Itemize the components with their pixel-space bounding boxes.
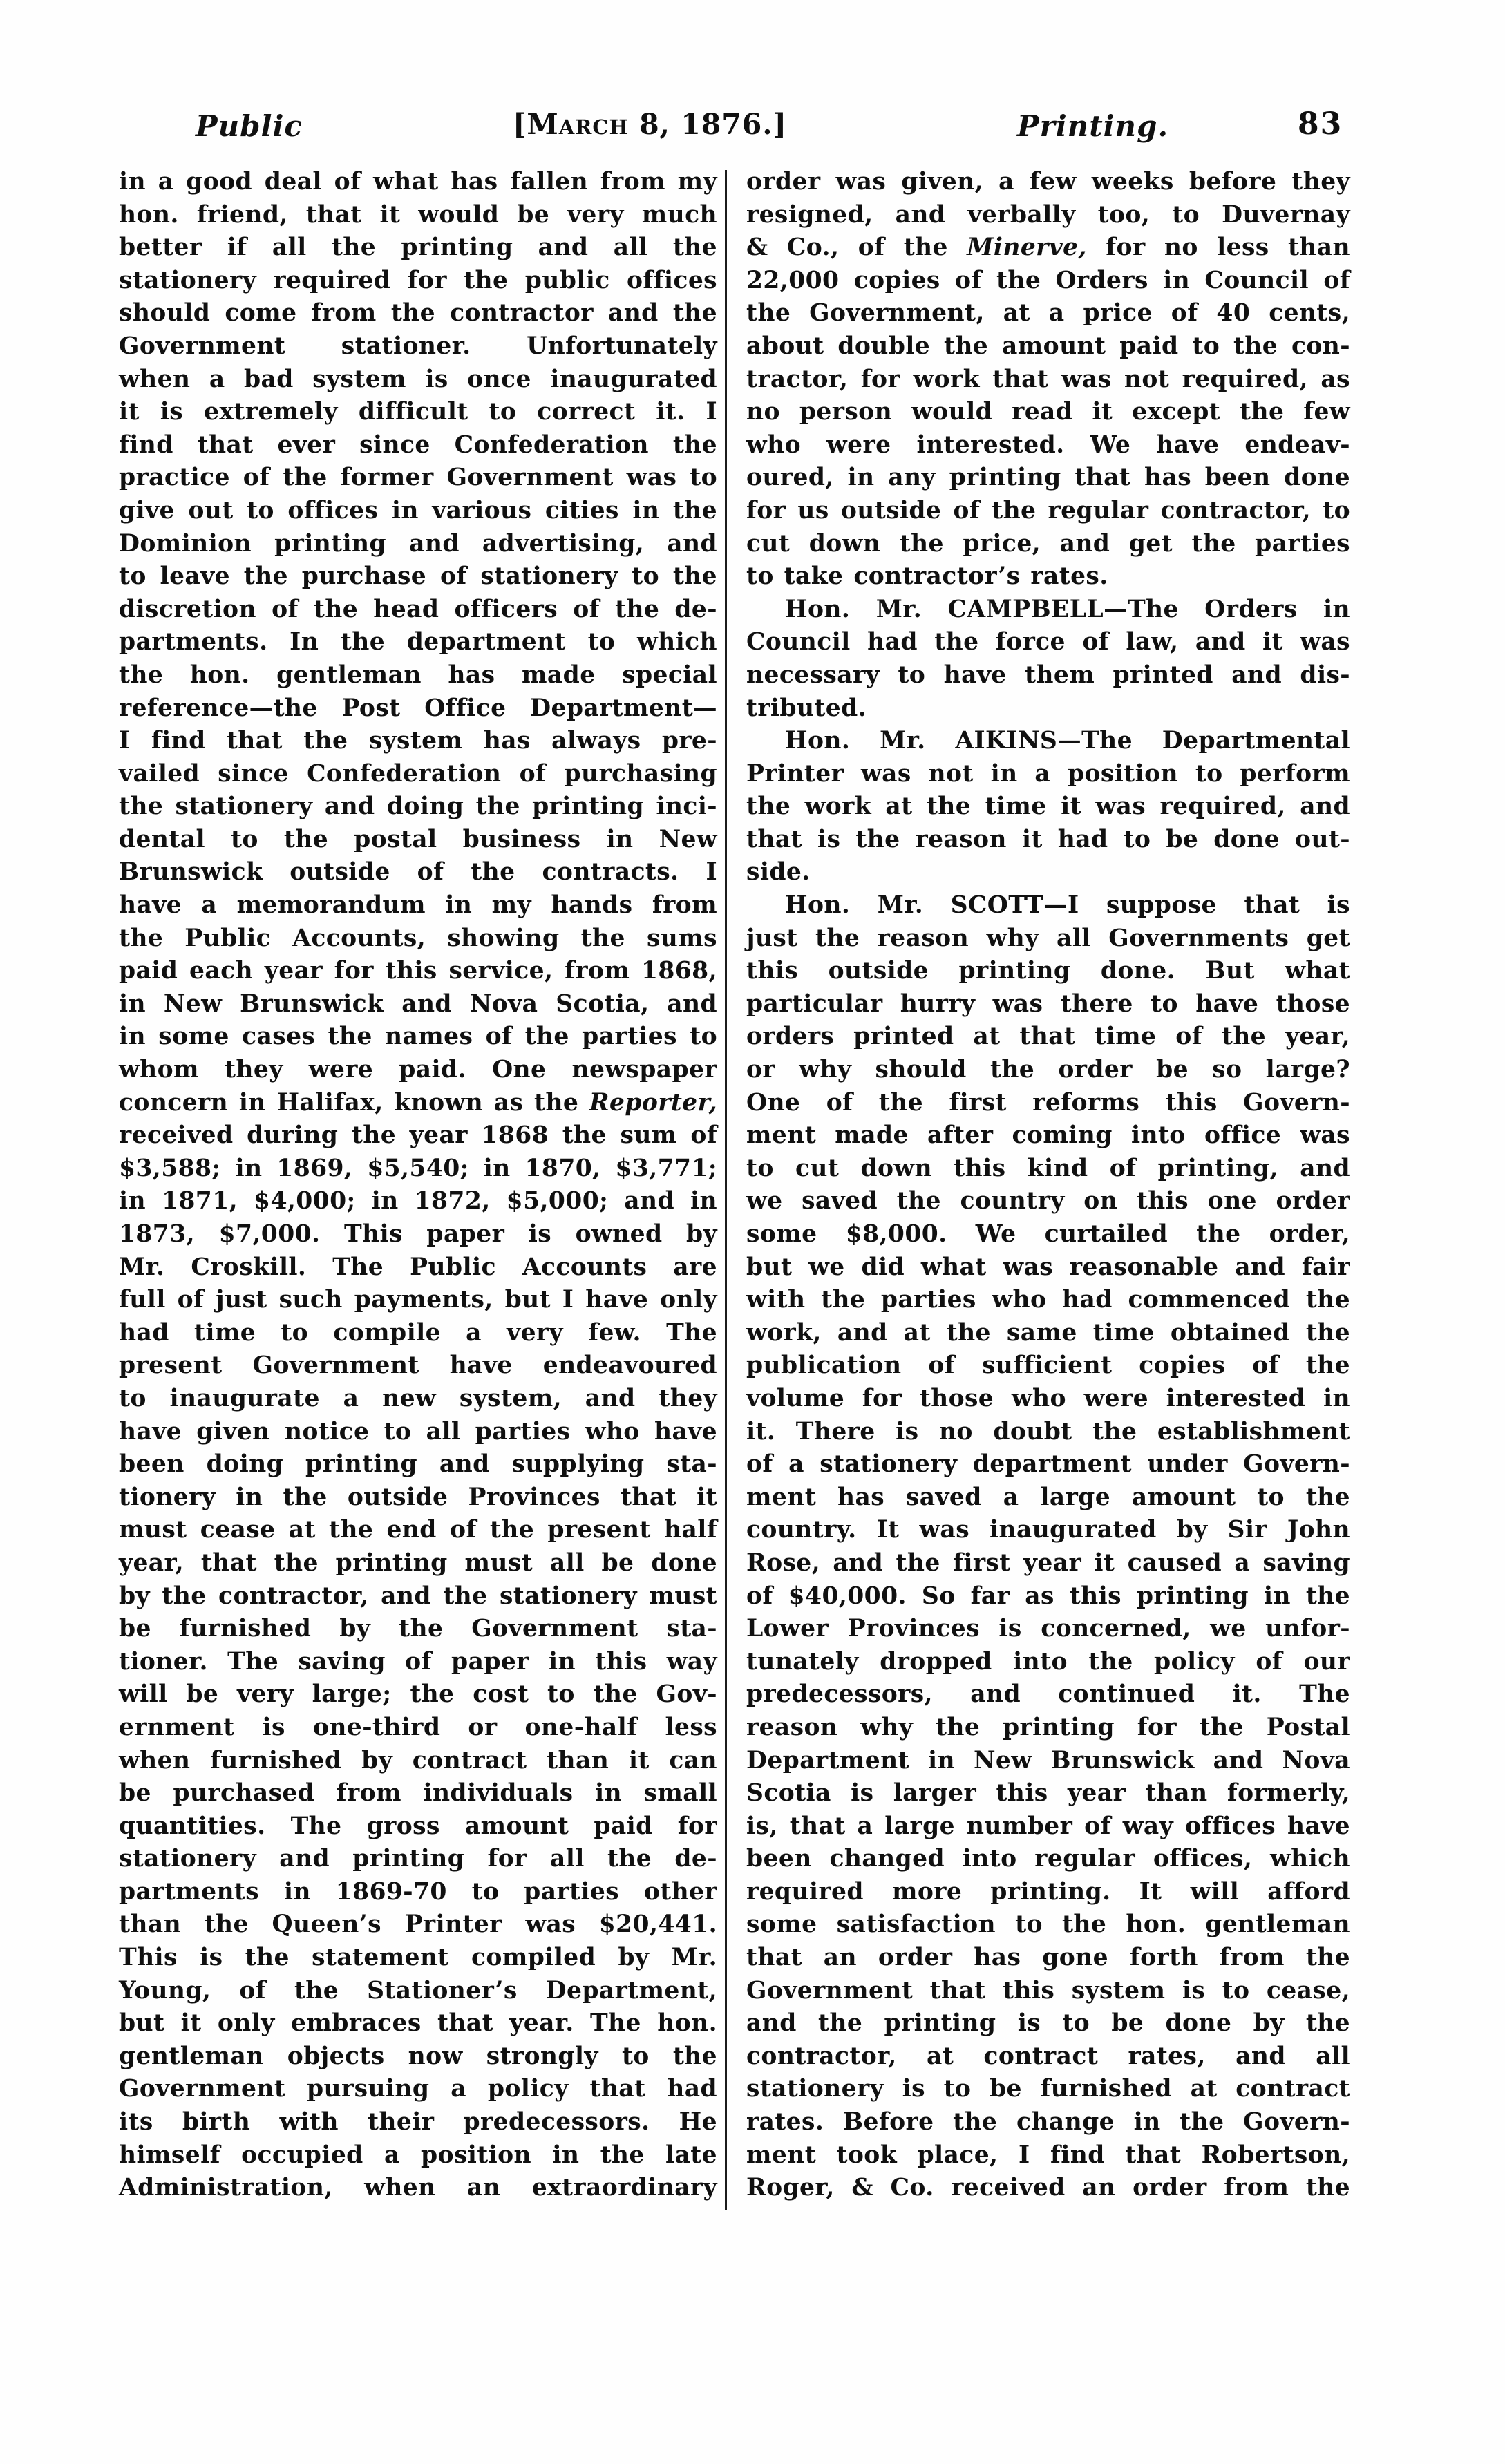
text-line: Department in New Brunswick and Nova — [746, 1746, 1350, 1774]
text-line: stationery is to be furnished at contract — [746, 2075, 1350, 2103]
text-line: cut down the price, and get the parties — [746, 529, 1350, 558]
text-line: tributed. — [746, 694, 867, 722]
text-line: some $8,000. We curtailed the order, — [746, 1220, 1350, 1248]
text-line: we saved the country on this one order — [746, 1187, 1350, 1215]
text-line: have a memorandum in my hands from — [119, 891, 717, 920]
text-line: & Co., of the Minerve, for no less than — [746, 234, 1351, 262]
page-number: 83 — [1298, 106, 1343, 142]
text-line: but we did what was reasonable and fair — [746, 1253, 1350, 1281]
text-line: be furnished by the Government sta- — [119, 1615, 717, 1643]
text-line: partments in 1869-70 to parties other — [119, 1877, 717, 1906]
text-line: whom they were paid. One newspaper — [119, 1056, 717, 1084]
text-line: publication of sufficient copies of the — [746, 1352, 1350, 1380]
text-line: Rose, and the first year it caused a saving — [746, 1548, 1350, 1577]
text-line: particular hurry was there to have those — [746, 989, 1350, 1018]
text-line: Government that this system is to cease, — [746, 1976, 1350, 2005]
text-line: the Government, at a price of 40 cents, — [746, 299, 1350, 328]
text-line: about double the amount paid to the con- — [746, 332, 1350, 360]
text-line: stationery required for the public offices — [119, 266, 717, 294]
text-line: Printer was not in a position to perform — [746, 759, 1350, 788]
text-line: required more printing. It will afford — [746, 1877, 1350, 1906]
text-line: the stationery and doing the printing inci- — [119, 793, 717, 821]
text-line: oured, in any printing that has been done — [746, 464, 1350, 492]
text-line: hon. friend, that it would be very much — [119, 200, 717, 229]
text-line: quantities. The gross amount paid for — [119, 1812, 717, 1840]
text-line: by the contractor, and the stationery must — [119, 1582, 717, 1610]
text-line: Roger, & Co. received an order from the — [746, 2174, 1350, 2202]
text-line: than the Queen’s Printer was $20,441. — [119, 1911, 717, 1939]
header-date: [March 8, 1876.] — [513, 108, 787, 141]
text-line: vailed since Confederation of purchasing — [119, 759, 717, 788]
text-line: predecessors, and continued it. The — [746, 1680, 1350, 1709]
right-text-column — [746, 166, 1350, 2205]
running-title-left: Public — [196, 109, 303, 143]
text-line: is, that a large number of way offices have — [746, 1812, 1350, 1840]
text-line: and the printing is to be done by the — [746, 2009, 1350, 2038]
text-line: I find that the system has always pre- — [119, 727, 717, 755]
text-line: reason why the printing for the Postal — [746, 1713, 1350, 1741]
text-line: some satisfaction to the hon. gentleman — [746, 1911, 1350, 1939]
text-line: should come from the contractor and the — [119, 299, 717, 328]
text-line: necessary to have them printed and dis- — [746, 661, 1350, 689]
text-line: who were interested. We have endeav- — [746, 430, 1350, 459]
text-line: this outside printing done. But what — [746, 957, 1350, 985]
text-line: contractor, at contract rates, and all — [746, 2042, 1350, 2070]
text-line: its birth with their predecessors. He — [119, 2108, 717, 2136]
text-line: 22,000 copies of the Orders in Council of — [746, 266, 1350, 294]
text-line: to cut down this kind of printing, and — [746, 1154, 1350, 1182]
text-line: practice of the former Government was to — [119, 464, 717, 492]
text-line: must cease at the end of the present half — [119, 1516, 717, 1544]
text-line: for us outside of the regular contractor, to — [746, 496, 1350, 524]
text-line: rates. Before the change in the Govern- — [746, 2108, 1350, 2136]
text-line: of $40,000. So far as this printing in the — [746, 1582, 1350, 1610]
text-line: reference—the Post Office Department— — [119, 694, 717, 722]
text-line: but it only embraces that year. The hon. — [119, 2009, 717, 2038]
text-line: himself occupied a position in the late — [119, 2141, 717, 2169]
text-line: it. There is no doubt the establishment — [746, 1417, 1350, 1446]
text-line: be purchased from individuals in small — [119, 1779, 717, 1808]
text-line: tioner. The saving of paper in this way — [119, 1647, 717, 1676]
text-line: Administration, when an extraordinary — [119, 2174, 717, 2202]
text-line: gentleman objects now strongly to the — [119, 2042, 717, 2070]
text-line: present Government have endeavoured — [119, 1352, 717, 1380]
text-line: Hon. Mr. SCOTT—I suppose that is — [785, 891, 1350, 920]
text-line: the Public Accounts, showing the sums — [119, 924, 717, 952]
text-line: better if all the printing and all the — [119, 234, 717, 262]
text-line: that is the reason it had to be done out- — [746, 825, 1350, 853]
text-line: work, and at the same time obtained the — [746, 1318, 1350, 1347]
text-line: Dominion printing and advertising, and — [119, 529, 717, 558]
text-line: ment took place, I find that Robertson, — [746, 2141, 1350, 2169]
left-text-column — [119, 166, 717, 2205]
text-line: Mr. Croskill. The Public Accounts are — [119, 1253, 717, 1281]
text-line: 1873, $7,000. This paper is owned by — [119, 1220, 717, 1248]
text-line: Government stationer. Unfortunately — [119, 332, 717, 360]
text-line: resigned, and verbally too, to Duvernay — [746, 200, 1350, 229]
text-line: in a good deal of what has fallen from my — [119, 168, 717, 196]
text-line: country. It was inaugurated by Sir John — [746, 1516, 1350, 1544]
text-line: give out to offices in various cities in the — [119, 496, 717, 524]
running-header — [0, 105, 1505, 153]
text-line: that an order has gone forth from the — [746, 1944, 1350, 1972]
text-line: tractor, for work that was not required, as — [746, 365, 1350, 393]
text-line: when a bad system is once inaugurated — [119, 365, 717, 393]
text-line: order was given, a few weeks before they — [746, 168, 1350, 196]
text-line: in some cases the names of the parties to — [119, 1023, 717, 1051]
text-line: discretion of the head officers of the de- — [119, 595, 717, 623]
text-line: been doing printing and supplying sta- — [119, 1450, 717, 1479]
text-line: Government pursuing a policy that had — [119, 2075, 717, 2103]
text-line: partments. In the department to which — [119, 628, 717, 656]
text-line: year, that the printing must all be done — [119, 1548, 717, 1577]
text-line: find that ever since Confederation the — [119, 430, 717, 459]
text-line: to inaugurate a new system, and they — [119, 1384, 717, 1412]
text-line: ment has saved a large amount to the — [746, 1483, 1350, 1511]
text-line: side. — [746, 858, 811, 887]
column-divider-rule — [725, 170, 727, 2210]
text-line: ment made after coming into office was — [746, 1121, 1350, 1150]
text-line: Hon. Mr. AIKINS—The Departmental — [785, 727, 1350, 755]
text-line: to leave the purchase of stationery to the — [119, 562, 717, 591]
text-line: full of just such payments, but I have only — [119, 1286, 717, 1314]
text-line: just the reason why all Governments get — [746, 924, 1350, 952]
text-line: Scotia is larger this year than formerly, — [746, 1779, 1350, 1808]
text-line: tionery in the outside Provinces that it — [119, 1483, 717, 1511]
text-line: with the parties who had commenced the — [746, 1286, 1350, 1314]
text-line: stationery and printing for all the de- — [119, 1845, 717, 1873]
text-line: tunately dropped into the policy of our — [746, 1647, 1350, 1676]
text-line: paid each year for this service, from 1868, — [119, 957, 717, 985]
text-line: will be very large; the cost to the Gov- — [119, 1680, 717, 1709]
text-line: it is extremely difficult to correct it. I — [119, 398, 717, 426]
text-line: concern in Halifax, known as the Reporter, — [119, 1088, 717, 1117]
text-line: in 1871, $4,000; in 1872, $5,000; and in — [119, 1187, 717, 1215]
text-line: ernment is one-third or one-half less — [119, 1713, 717, 1741]
text-line: in New Brunswick and Nova Scotia, and — [119, 989, 717, 1018]
text-line: Council had the force of law, and it was — [746, 628, 1350, 656]
text-line: no person would read it except the few — [746, 398, 1350, 426]
text-line: or why should the order be so large? — [746, 1056, 1350, 1084]
text-line: to take contractor’s rates. — [746, 562, 1108, 591]
text-line: volume for those who were interested in — [746, 1384, 1350, 1412]
text-line: Lower Provinces is concerned, we unfor- — [746, 1615, 1350, 1643]
text-line: This is the statement compiled by Mr. — [119, 1944, 717, 1972]
text-line: Brunswick outside of the contracts. I — [119, 858, 717, 887]
text-line: the work at the time it was required, and — [746, 793, 1350, 821]
text-line: when furnished by contract than it can — [119, 1746, 717, 1774]
text-line: had time to compile a very few. The — [119, 1318, 717, 1347]
text-line: the hon. gentleman has made special — [119, 661, 717, 689]
text-line: been changed into regular offices, which — [746, 1845, 1350, 1873]
text-line: of a stationery department under Govern- — [746, 1450, 1350, 1479]
text-line: orders printed at that time of the year, — [746, 1023, 1350, 1051]
running-title-right: Printing. — [1017, 109, 1169, 143]
text-line: have given notice to all parties who have — [119, 1417, 717, 1446]
text-line: $3,588; in 1869, $5,540; in 1870, $3,771; — [119, 1154, 717, 1182]
text-line: received during the year 1868 the sum of — [119, 1121, 717, 1150]
text-line: dental to the postal business in New — [119, 825, 717, 853]
text-line: One of the first reforms this Govern- — [746, 1088, 1350, 1117]
text-line: Hon. Mr. CAMPBELL—The Orders in — [785, 595, 1350, 623]
text-line: Young, of the Stationer’s Department, — [119, 1976, 717, 2005]
